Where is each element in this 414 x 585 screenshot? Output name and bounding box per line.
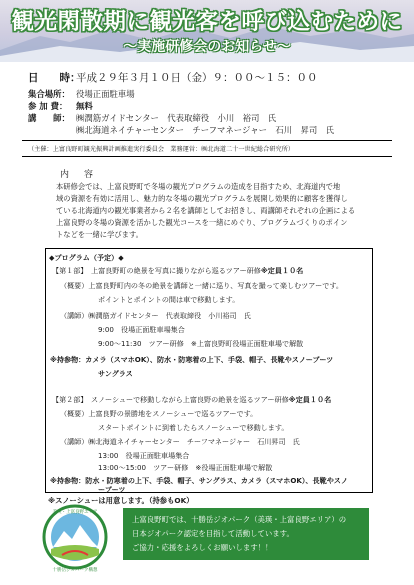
- divider: [22, 140, 392, 141]
- sponsor-text: （主催：上富良野町観光振興計画推進実行委員会 業務運営：㈱北海道二十一世紀総合研究所）: [28, 146, 295, 153]
- content-line: 域の資源を有効に活用し、魅力的な冬場の観光プログラムを展開し効果的に顧客を獲得し: [56, 194, 348, 203]
- title-banner: [0, 0, 414, 62]
- snowshoe-note: ※スノーシューは用意します。（持参もOK）: [48, 496, 194, 505]
- part1-summary: ポイントとポイントの間は車で移動します。: [98, 295, 240, 304]
- part1-items: ※持参物：カメラ（スマホOK）、防水・防寒着の上下、手袋、帽子、長靴やスノーブーツ: [50, 355, 334, 364]
- part1-cap: ※定員１０名: [260, 266, 304, 275]
- date-row: [28, 72, 318, 84]
- promo-line: 日本ジオパーク認定を目指して活動しています。: [132, 529, 294, 538]
- part1-instructor: （講師）㈱潤筋ガイドセンター 代表取締役 小川裕司 氏: [60, 311, 251, 320]
- program-header: ◆プログラム（予定）◆: [49, 253, 124, 262]
- logo-text-bottom: 十勝岳ジオパーク構想: [52, 568, 98, 573]
- content-line: 本研修会では、上富良野町で冬場の観光プログラムの造成を目指すため、北海道内で地: [56, 182, 341, 191]
- promo-line: 上富良野町では、十勝岳ジオパーク（美瑛・上富良野エリア）の: [132, 515, 347, 524]
- part2-summary: スタートポイントに到着したらスノーシューで移動します。: [98, 423, 289, 432]
- divider: [22, 156, 392, 157]
- part1-title: 【第１部】 上富良野町の絶景を写真に撮りながら巡るツアー研修※定員１０名: [52, 266, 304, 275]
- content-line: ている北海道内の観光事業者から２名を講師としてお招きし、両講師それぞれの企画による: [56, 206, 356, 215]
- instructor-row: [28, 112, 276, 124]
- instructor-label: 講 師：: [28, 113, 70, 123]
- place-row: [28, 88, 135, 100]
- part2-cap: ※定員１０名: [288, 395, 332, 404]
- part2-summary: （概要）上富良野の景勝地をスノーシューで巡るツアーです。: [60, 409, 258, 418]
- content-heading: 内 容: [60, 170, 97, 180]
- place-label: 集合場所：: [28, 89, 70, 99]
- geopark-logo: [42, 503, 108, 575]
- part1-items: サングラス: [98, 369, 133, 378]
- part2-title: 【第２部】 スノーシューで移動しながら上富良野の絶景を巡るツアー研修※定員１０名: [52, 395, 332, 404]
- date-value: 平成２９年３月１０日（金）９：００～１５：００: [76, 72, 318, 84]
- instructor-2: ㈱北海道ネイチャーセンター チーフマネージャー 石川 昇司 氏: [76, 125, 334, 135]
- part2-time: 13:00～15:00 ツアー研修 ※役場正面駐車場で解散: [98, 463, 273, 472]
- fee-label: 参 加 費：: [28, 101, 68, 111]
- content-line: 上富良野の冬場の資源を活かした観光コースを一緒にめぐり、プログラムづくりのポイン: [56, 218, 348, 227]
- page-subtitle: ～実施研修会のお知らせ～: [123, 39, 291, 55]
- promo-line: ご協力・応援をよろしくお願いします！！: [132, 543, 273, 552]
- part2-time: 13:00 役場正面駐車場集合: [98, 451, 190, 460]
- place-value: 役場正面駐車場: [76, 89, 135, 99]
- part1-time: 9:00 役場正面駐車場集合: [98, 325, 185, 334]
- part2-items: ーブーツ: [98, 485, 126, 494]
- fee-row: [28, 100, 93, 112]
- fee-value: 無料: [76, 101, 93, 111]
- part1-time: 9:00～11:30 ツアー研修 ※上富良野町役場正面駐車場で解散: [98, 339, 304, 348]
- program-box: [45, 248, 373, 493]
- part2-items: ※持参物：防水・防寒着の上下、手袋、帽子、サングラス、カメラ（スマホOK）、長靴やスノ: [50, 476, 348, 485]
- part1-summary: （概要）上富良野町内の冬の絶景を講師と一緒に巡り、写真を撮って楽しむツアーです。: [60, 281, 343, 290]
- instructor-1: ㈱潤筋ガイドセンター 代表取締役 小川 裕司 氏: [76, 113, 277, 123]
- geopark-promo-box: [123, 508, 369, 560]
- part2-instructor: （講師）㈱北海道ネイチャーセンター チーフマネージャー 石川昇司 氏: [60, 437, 300, 446]
- logo-text-top: 美瑛・上富良野エリア: [52, 510, 98, 515]
- date-label: 日 時：: [28, 72, 81, 84]
- page-title: 観光閑散期に観光客を呼び込むために: [11, 9, 403, 35]
- content-line: トなどを一緒に学びます。: [56, 230, 143, 239]
